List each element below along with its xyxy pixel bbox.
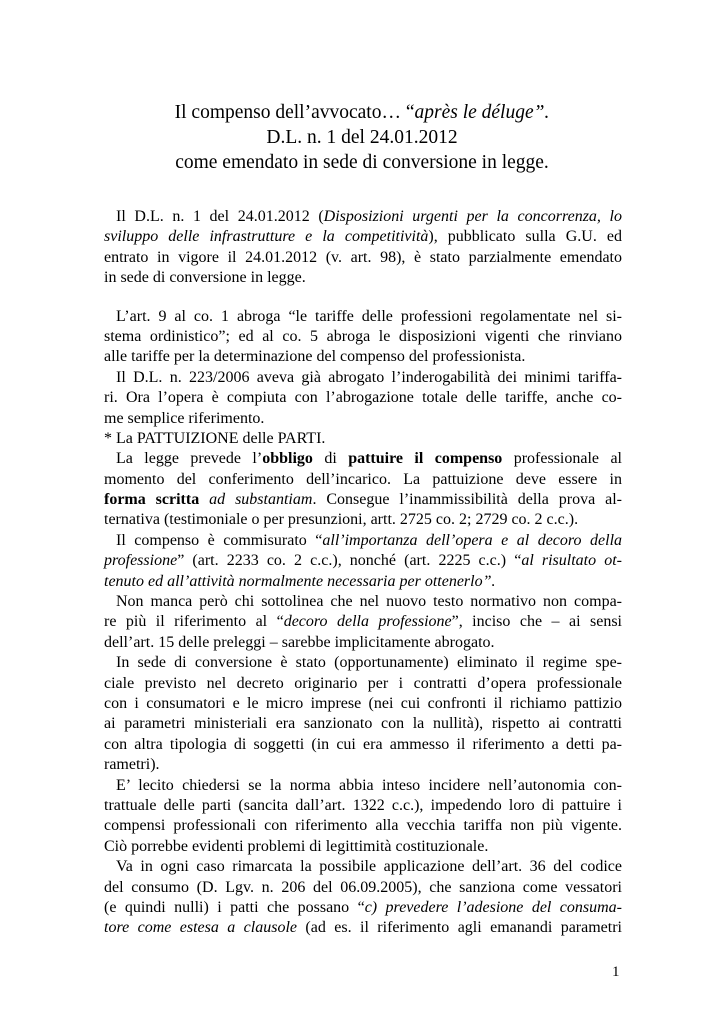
title-line-1: Il compenso dell’avvocato… “après le déluge”.: [174, 102, 550, 123]
paragraph-7: In sede di conversione è stato (opportunamente) eliminato il regime spe- ciale previsto nel decreto originario per i contratti d’opera professionale con i consumatori e le micro imprese (nei cui confronti il richiamo pattizio ai parametri ministeriali era sanzionato con la nullità), rispetto ai contratti con altra tipologia di soggetti (in cui era ammesso il riferimento a detti pa- rametri).: [104, 654, 622, 774]
page-number: 1: [612, 964, 620, 980]
paragraph-4: La legge prevede l’obbligo di pattuire il compenso professionale al momento del conferimento dell’incarico. La pattuizione deve essere in forma scritta ad substantiam. Consegue l’inammissibilità della prova al- ternativa (testimoniale o per presunzioni, artt. 2725 co. 2; 2729 co. 2 c.c.).: [104, 450, 623, 529]
paragraph-2: L’art. 9 al co. 1 abroga “le tariffe delle professioni regolamentate nel si- stema ordinistico”; ed al co. 5 abroga le disposizioni vigenti che rinviano alle tariffe per la determinazione del compenso del professionista.: [104, 307, 622, 366]
document-body: [104, 207, 622, 939]
paragraph-6: Non manca però chi sottolinea che nel nuovo testo normativo non compa- re più il riferimento al “decoro della professione”, inciso che – ai sensi dell’art. 15 delle preleggi – sarebbe implicitamente abrogato.: [104, 593, 622, 651]
paragraph-3: Il D.L. n. 223/2006 aveva già abrogato l’inderogabilità dei minimi tariffa- ri. Ora l’opera è compiuta con l’abrogazione totale delle tariffe, anche co- me semplice riferimento.: [104, 368, 622, 427]
paragraph-5: Il compenso è commisurato “all’importanza dell’opera e al decoro della professione” (art. 2233 co. 2 c.c.), nonché (art. 2225 c.c.) “al risultato ot- tenuto ed all’attività normalmente necessaria per ottenerlo”.: [104, 531, 623, 590]
section-heading: * La PATTUIZIONE delle PARTI.: [104, 429, 326, 447]
paragraph-9: Va in ogni caso rimarcata la possibile applicazione dell’art. 36 del codice del consumo (D. Lgv. n. 206 del 06.09.2005), che sanziona come vessatori (e quindi nulli) i patti che possano “c) prevedere l’adesione del consuma- tore come estesa a clausole (ad es. il riferimento agli emanandi parametri: [104, 858, 623, 937]
document-title: [0, 100, 724, 175]
paragraph-1: Il D.L. n. 1 del 24.01.2012 (Disposizioni urgenti per la concorrenza, lo sviluppo delle infrastrutture e la competitività), pubblicato sulla G.U. ed entrato in vigore il 24.01.2012 (v. art. 98), è stato parzialmente emendato in sede di conversione in legge.: [104, 208, 623, 287]
paragraph-8: E’ lecito chiedersi se la norma abbia inteso incidere nell’autonomia con- trattuale delle parti (sancita dall’art. 1322 c.c.), impedendo loro di pattuire i compensi professionali con riferimento alla vecchia tariffa non più vigente. Ciò porrebbe evidenti problemi di legittimità costituzionale.: [104, 776, 622, 855]
title-line-3: come emendato in sede di conversione in legge.: [175, 152, 549, 173]
title-line-2: D.L. n. 1 del 24.01.2012: [266, 127, 458, 148]
